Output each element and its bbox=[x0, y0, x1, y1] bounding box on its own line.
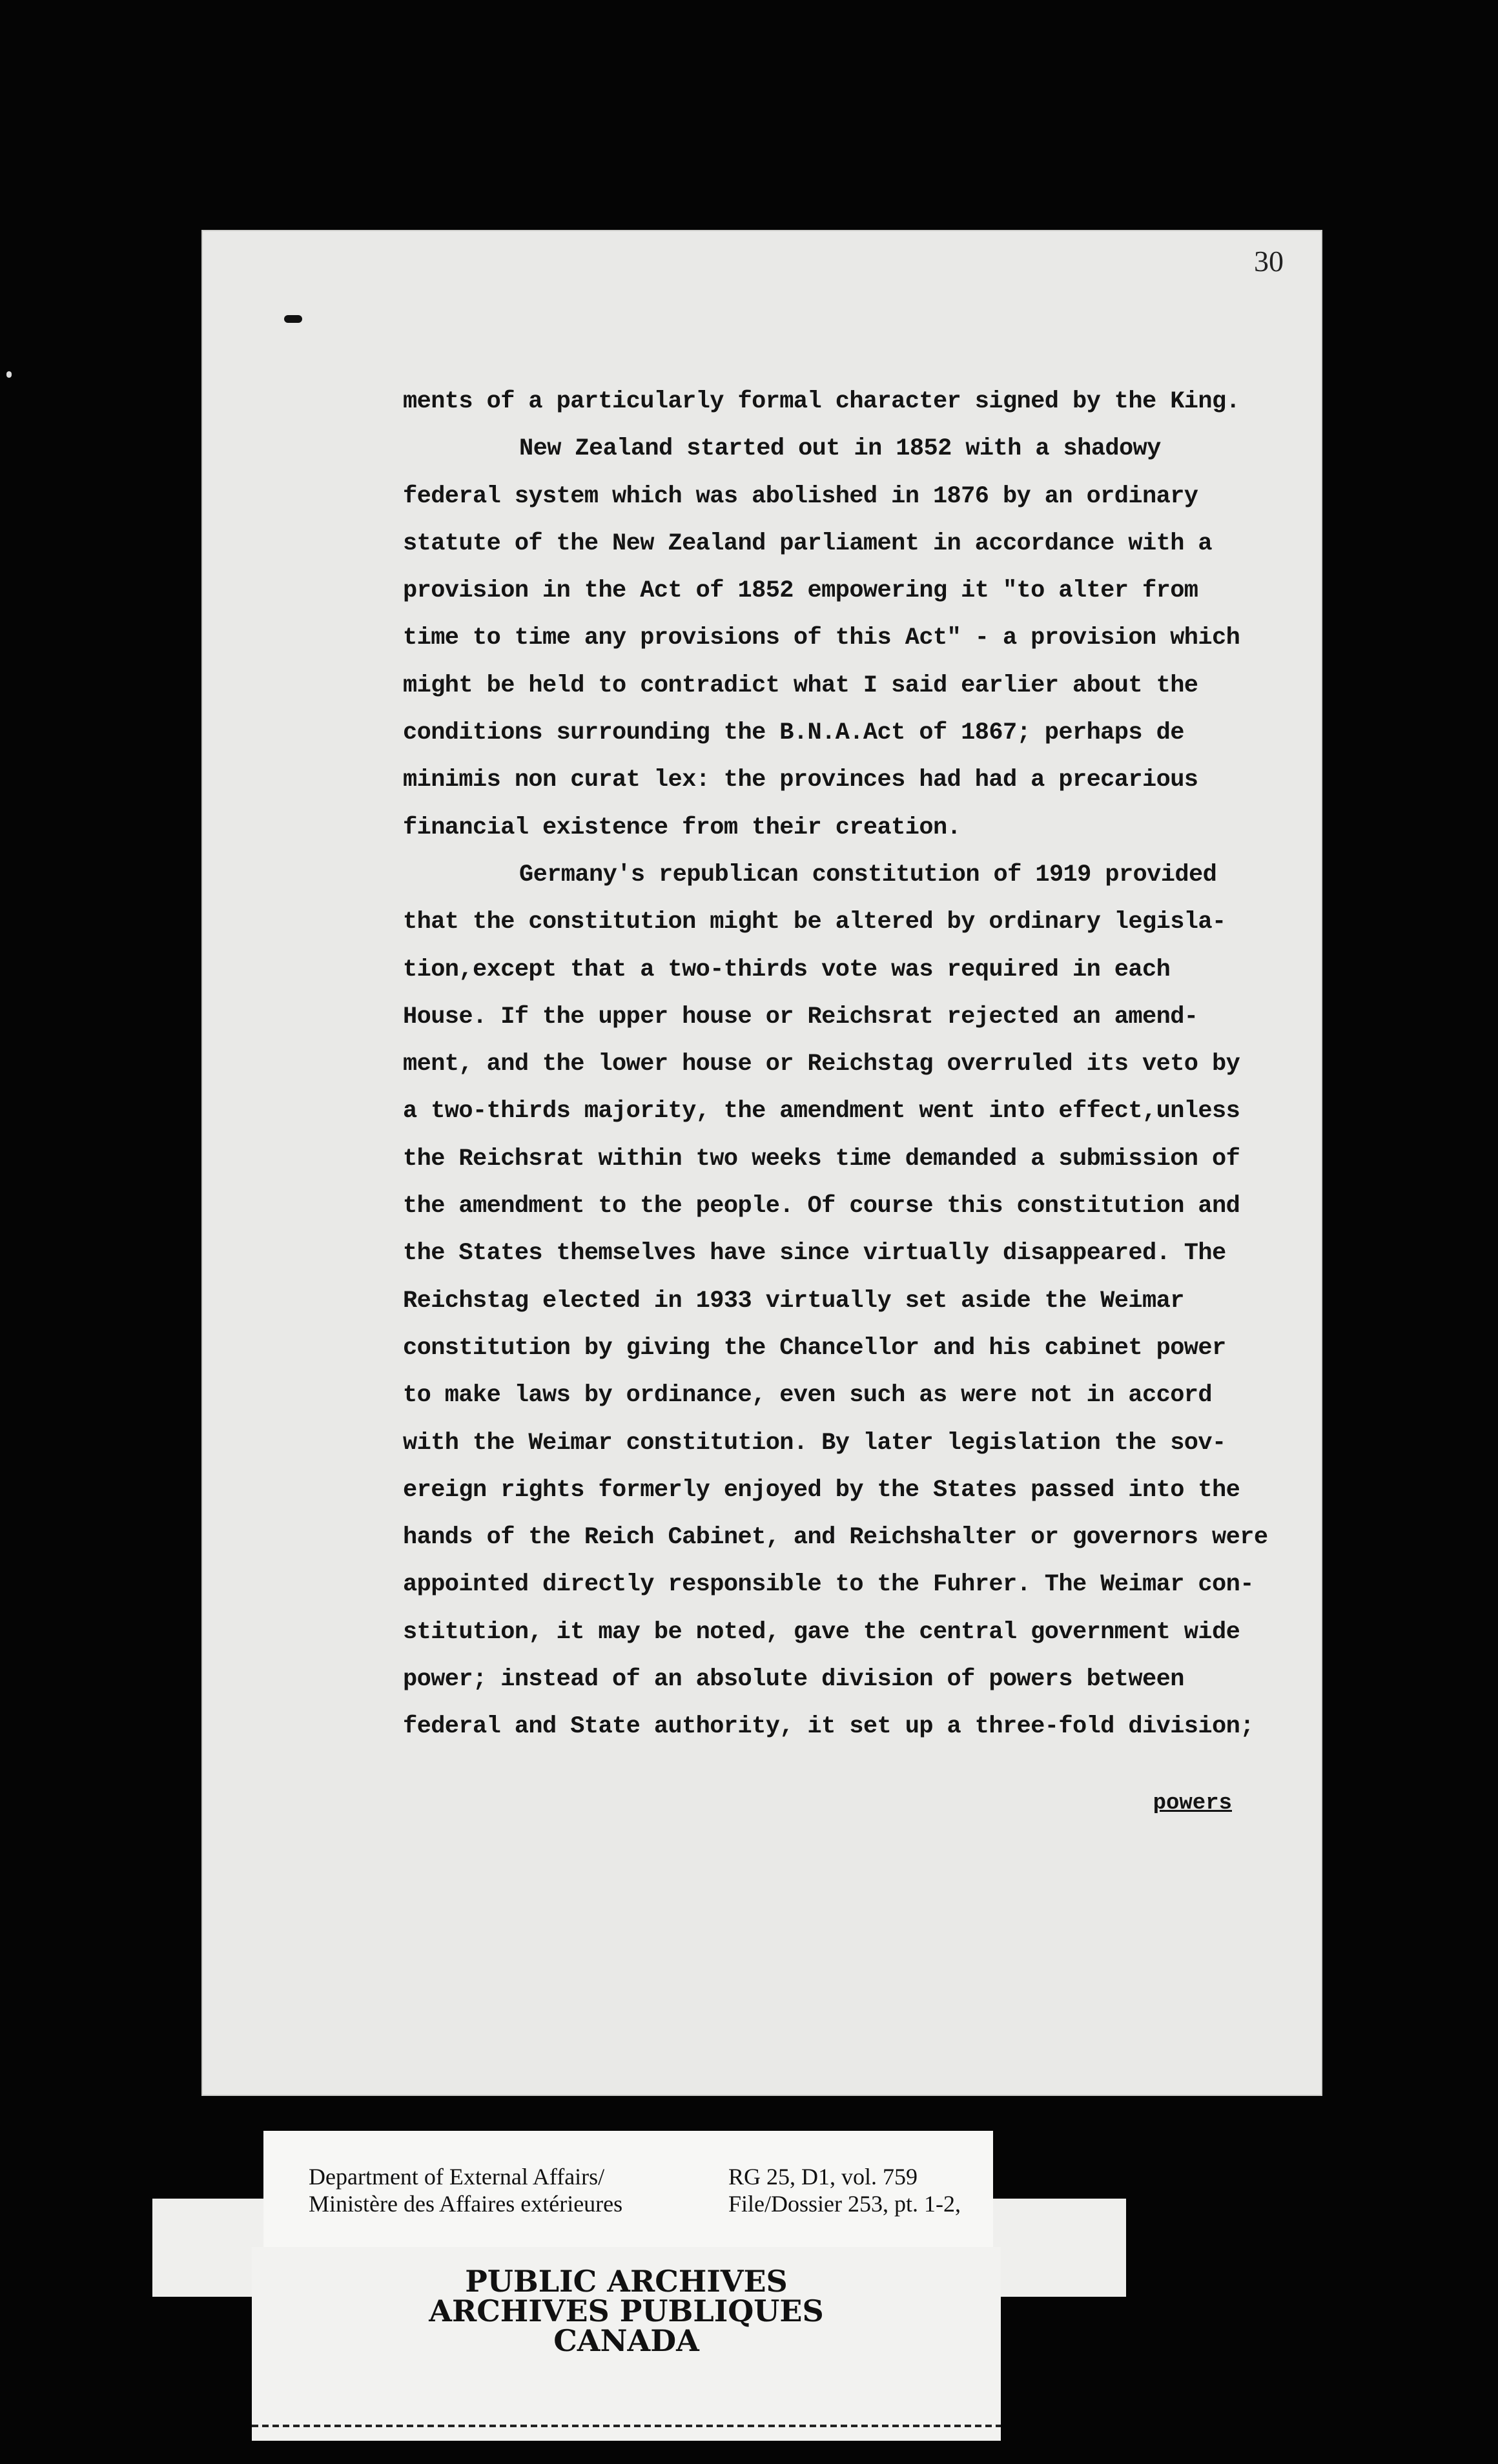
film-speck bbox=[6, 371, 12, 378]
text-line: a two-thirds majority, the amendment went into effect,unless bbox=[403, 1098, 1240, 1125]
film-speck bbox=[284, 315, 302, 323]
department-en: Department of External Affairs/ bbox=[309, 2164, 605, 2190]
text-line: appointed directly responsible to the Fuhrer. The Weimar con- bbox=[403, 1571, 1254, 1599]
text-line: minimis non curat lex: the provinces had had a precarious bbox=[403, 766, 1198, 794]
text-line: ment, and the lower house or Reichstag overruled its veto by bbox=[403, 1051, 1240, 1078]
text-line: federal and State authority, it set up a three-fold division; bbox=[403, 1713, 1254, 1741]
page-number: 30 bbox=[1254, 245, 1284, 278]
text-line: statute of the New Zealand parliament in accordance with a bbox=[403, 529, 1213, 557]
text-line: might be held to contradict what I said earlier about the bbox=[403, 672, 1198, 699]
archive-label bbox=[263, 2131, 993, 2252]
stamp-line-1: PUBLIC ARCHIVES bbox=[465, 2264, 788, 2299]
stamp-line-2: ARCHIVES PUBLIQUES bbox=[429, 2294, 824, 2328]
text-line: hands of the Reich Cabinet, and Reichshalter or governors were bbox=[403, 1524, 1268, 1552]
reference: RG 25, D1, vol. 759 bbox=[728, 2164, 918, 2190]
text-line: time to time any provisions of this Act" - a provision which bbox=[403, 624, 1240, 652]
stamp-line-3: CANADA bbox=[553, 2323, 699, 2358]
text-line: conditions surrounding the B.N.A.Act of 1867; perhaps de bbox=[403, 719, 1184, 747]
text-line: financial existence from their creation. bbox=[403, 814, 961, 841]
text-line: federal system which was abolished in 1876 by an ordinary bbox=[403, 482, 1198, 510]
text-line: with the Weimar constitution. By later legislation the sov- bbox=[403, 1429, 1226, 1457]
text-line: the amendment to the people. Of course this constitution and bbox=[403, 1193, 1240, 1220]
text-line: that the constitution might be altered by ordinary legisla- bbox=[403, 909, 1226, 936]
text-line: New Zealand started out in 1852 with a shadowy bbox=[519, 435, 1161, 463]
label-department bbox=[309, 2163, 622, 2217]
label-reference bbox=[728, 2163, 961, 2217]
text-line: the Reichsrat within two weeks time demanded a submission of bbox=[403, 1145, 1240, 1173]
typed-text-body bbox=[403, 378, 1300, 1751]
text-line: power; instead of an absolute division of powers between bbox=[403, 1666, 1184, 1694]
catchword: powers bbox=[1153, 1791, 1232, 1816]
document-page bbox=[201, 230, 1322, 2096]
text-line: Germany's republican constitution of 1919 provided bbox=[519, 861, 1217, 888]
archives-stamp bbox=[252, 2266, 1001, 2356]
text-line: stitution, it may be noted, gave the central government wide bbox=[403, 1618, 1240, 1646]
text-line: ments of a particularly formal character signed by the King. bbox=[403, 388, 1240, 415]
text-line: constitution by giving the Chancellor and his cabinet power bbox=[403, 1334, 1226, 1362]
text-line: to make laws by ordinance, even such as were not in accord bbox=[403, 1382, 1213, 1410]
file-reference: File/Dossier 253, pt. 1-2, bbox=[728, 2191, 961, 2217]
text-line: ereign rights formerly enjoyed by the States passed into the bbox=[403, 1476, 1240, 1504]
text-line: Reichstag elected in 1933 virtually set aside the Weimar bbox=[403, 1287, 1184, 1315]
text-line: the States themselves have since virtually disappeared. The bbox=[403, 1240, 1226, 1268]
text-line: House. If the upper house or Reichsrat rejected an amend- bbox=[403, 1003, 1198, 1031]
bottom-rule bbox=[252, 2425, 1001, 2427]
department-fr: Ministère des Affaires extérieures bbox=[309, 2191, 623, 2217]
text-line: tion,except that a two-thirds vote was required in each bbox=[403, 956, 1171, 983]
text-line: provision in the Act of 1852 empowering it "to alter from bbox=[403, 577, 1198, 605]
archives-stamp-block bbox=[252, 2247, 1001, 2441]
